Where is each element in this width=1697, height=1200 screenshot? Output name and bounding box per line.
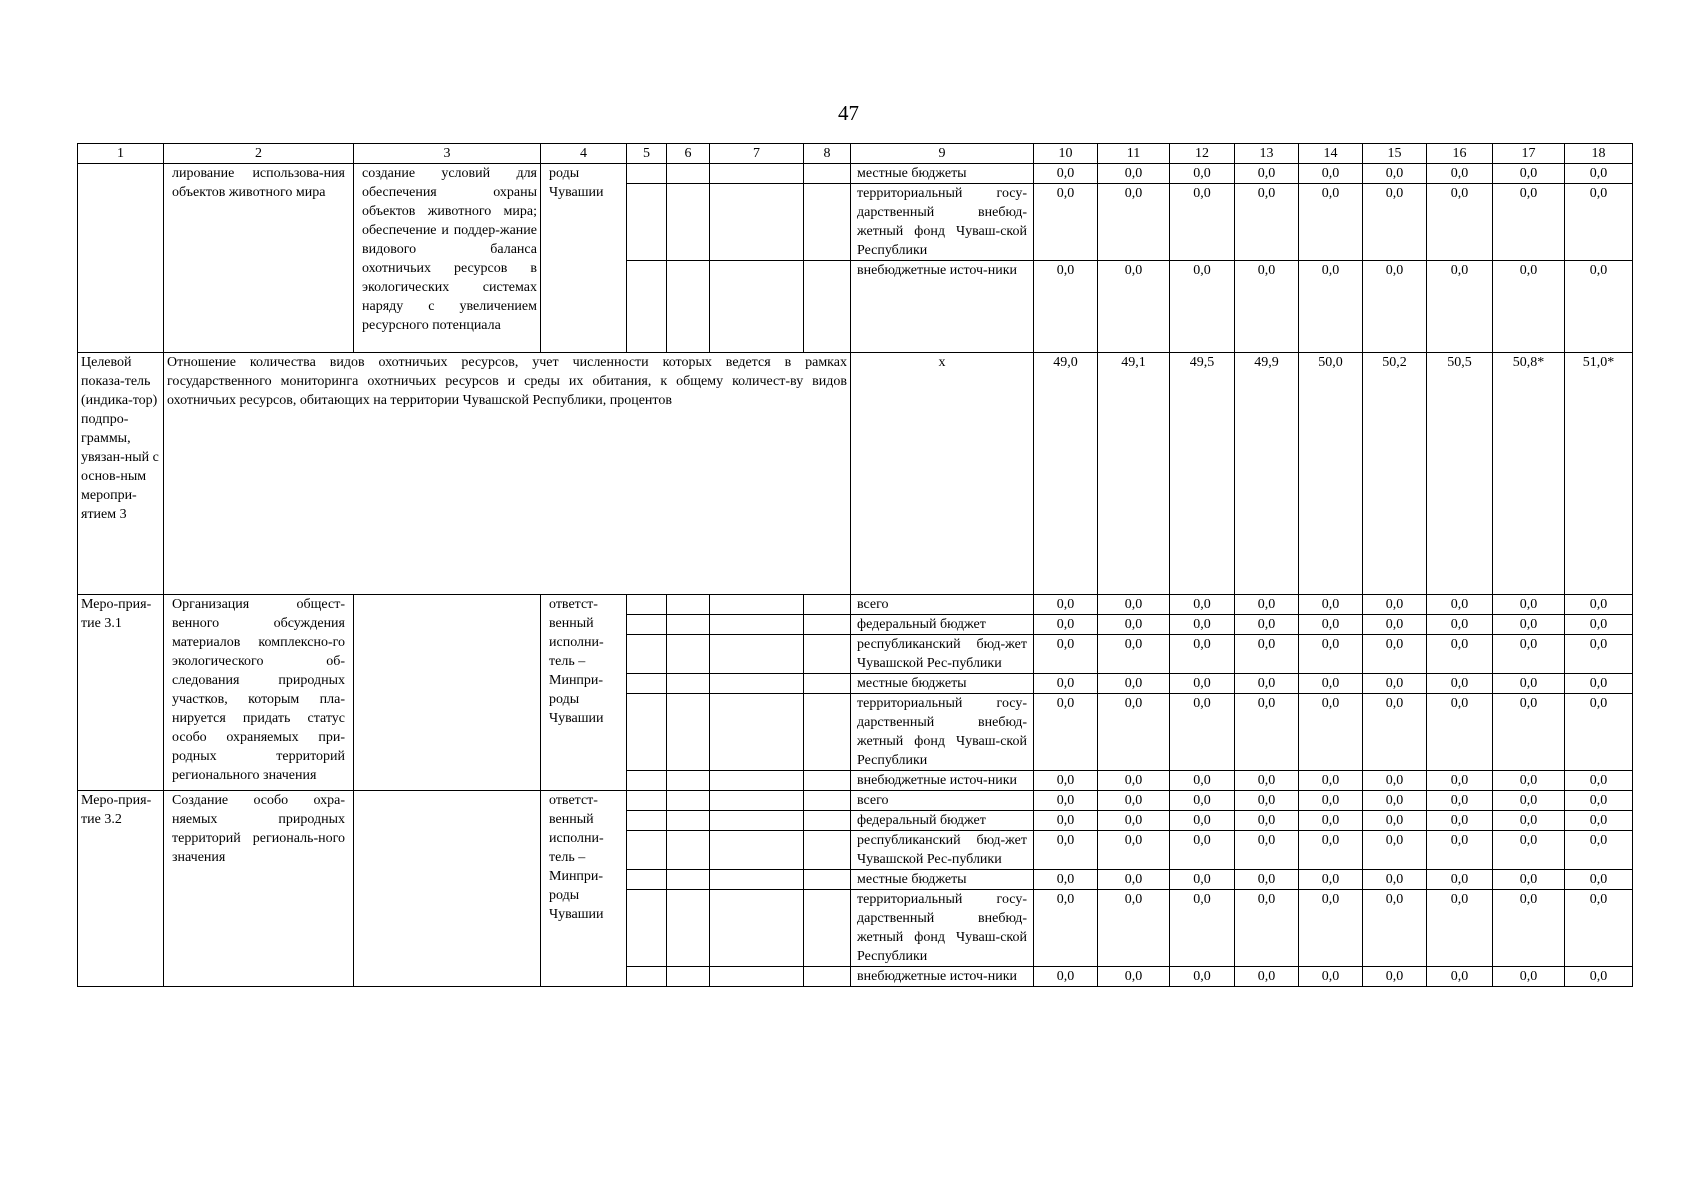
value-cell: 0,0 — [1363, 831, 1427, 870]
value-cell: 0,0 — [1299, 791, 1363, 811]
value-cell: 0,0 — [1427, 771, 1493, 791]
empty-cell — [667, 831, 710, 870]
funding-source: территориальный госу-дарственный внебюд-жетный фонд Чуваш-ской Республики — [851, 890, 1034, 967]
value-cell: 0,0 — [1235, 791, 1299, 811]
column-number: 8 — [804, 144, 851, 164]
column-number: 7 — [710, 144, 804, 164]
measure-label: Меро-прия-тие 3.1 — [78, 595, 164, 791]
value-cell: 0,0 — [1363, 674, 1427, 694]
empty-cell — [710, 164, 804, 184]
program-table — [77, 143, 1633, 987]
value-cell: 0,0 — [1034, 261, 1098, 353]
empty-cell — [804, 674, 851, 694]
column-number: 10 — [1034, 144, 1098, 164]
measure-label: Меро-прия-тие 3.2 — [78, 791, 164, 987]
empty-cell — [667, 811, 710, 831]
empty-cell — [627, 791, 667, 811]
value-cell: 0,0 — [1363, 811, 1427, 831]
value-cell: 0,0 — [1493, 261, 1565, 353]
empty-cell — [667, 967, 710, 987]
value-cell: 0,0 — [1427, 890, 1493, 967]
value-cell: 50,0 — [1299, 353, 1363, 595]
value-cell: 0,0 — [1170, 890, 1235, 967]
value-cell: 0,0 — [1299, 811, 1363, 831]
column-number: 5 — [627, 144, 667, 164]
empty-cell — [710, 890, 804, 967]
target-col9: x — [851, 353, 1034, 595]
value-cell: 0,0 — [1098, 615, 1170, 635]
measure-col3 — [354, 791, 541, 987]
value-cell: 0,0 — [1363, 694, 1427, 771]
value-cell: 0,0 — [1098, 261, 1170, 353]
value-cell: 0,0 — [1363, 595, 1427, 615]
value-cell: 0,0 — [1170, 595, 1235, 615]
column-number: 15 — [1363, 144, 1427, 164]
funding-source: внебюджетные источ-ники — [851, 771, 1034, 791]
value-cell: 0,0 — [1565, 967, 1633, 987]
value-cell: 0,0 — [1299, 635, 1363, 674]
measure-name: Создание особо охра-няемых природных территорий региональ-ного значения — [164, 791, 354, 987]
value-cell: 0,0 — [1098, 890, 1170, 967]
empty-cell — [667, 771, 710, 791]
empty-cell — [627, 967, 667, 987]
value-cell: 0,0 — [1493, 890, 1565, 967]
value-cell: 0,0 — [1034, 184, 1098, 261]
value-cell: 0,0 — [1034, 967, 1098, 987]
column-number: 14 — [1299, 144, 1363, 164]
value-cell: 50,5 — [1427, 353, 1493, 595]
value-cell: 0,0 — [1565, 694, 1633, 771]
measure-responsible: ответст-венный исполни-тель – Минпри-роды Чувашии — [541, 791, 627, 987]
value-cell: 0,0 — [1427, 635, 1493, 674]
value-cell: 0,0 — [1170, 870, 1235, 890]
value-cell: 0,0 — [1098, 674, 1170, 694]
value-cell: 49,0 — [1034, 353, 1098, 595]
funding-source: местные бюджеты — [851, 164, 1034, 184]
value-cell: 0,0 — [1235, 674, 1299, 694]
empty-cell — [667, 890, 710, 967]
table-row — [78, 791, 1633, 811]
value-cell: 0,0 — [1493, 870, 1565, 890]
empty-cell — [627, 261, 667, 353]
value-cell: 0,0 — [1034, 771, 1098, 791]
value-cell: 0,0 — [1098, 771, 1170, 791]
column-number: 18 — [1565, 144, 1633, 164]
value-cell: 0,0 — [1034, 615, 1098, 635]
empty-cell — [710, 635, 804, 674]
value-cell: 0,0 — [1235, 811, 1299, 831]
value-cell: 0,0 — [1098, 595, 1170, 615]
value-cell: 0,0 — [1299, 967, 1363, 987]
funding-source: республиканский бюд-жет Чувашской Рес-публики — [851, 635, 1034, 674]
value-cell: 0,0 — [1427, 164, 1493, 184]
funding-source: федеральный бюджет — [851, 615, 1034, 635]
value-cell: 49,5 — [1170, 353, 1235, 595]
empty-cell — [804, 164, 851, 184]
value-cell: 0,0 — [1170, 635, 1235, 674]
value-cell: 0,0 — [1493, 967, 1565, 987]
value-cell: 0,0 — [1427, 615, 1493, 635]
value-cell: 0,0 — [1170, 811, 1235, 831]
value-cell: 0,0 — [1565, 771, 1633, 791]
empty-cell — [710, 694, 804, 771]
value-cell: 0,0 — [1565, 791, 1633, 811]
value-cell: 0,0 — [1565, 635, 1633, 674]
funding-source: внебюджетные источ-ники — [851, 967, 1034, 987]
column-number: 9 — [851, 144, 1034, 164]
empty-cell — [710, 674, 804, 694]
empty-cell — [710, 615, 804, 635]
value-cell: 0,0 — [1034, 694, 1098, 771]
value-cell: 0,0 — [1363, 870, 1427, 890]
value-cell: 0,0 — [1235, 164, 1299, 184]
value-cell: 0,0 — [1170, 615, 1235, 635]
empty-cell — [627, 674, 667, 694]
value-cell: 0,0 — [1427, 694, 1493, 771]
value-cell: 0,0 — [1235, 595, 1299, 615]
value-cell: 0,0 — [1565, 890, 1633, 967]
value-cell: 0,0 — [1493, 164, 1565, 184]
value-cell: 0,0 — [1493, 184, 1565, 261]
value-cell: 0,0 — [1098, 870, 1170, 890]
value-cell: 0,0 — [1034, 890, 1098, 967]
value-cell: 0,0 — [1363, 184, 1427, 261]
empty-cell — [667, 164, 710, 184]
table-body — [78, 144, 1633, 987]
value-cell: 0,0 — [1565, 164, 1633, 184]
target-text: Отношение количества видов охотничьих ресурсов, учет численности которых ведется в рамках государственного мониторинга охотничьих ресурсов и среды их обитания, к общему количест-ву видов охотничьих ресурсов, обитающих на территории Чувашской Республики, процентов — [164, 353, 851, 595]
value-cell: 0,0 — [1363, 164, 1427, 184]
empty-cell — [710, 261, 804, 353]
cont-col3: создание условий для обеспечения охраны объектов животного мира; обеспечение и поддер-жание видового баланса охотничьих ресурсов в экологических системах наряду с увеличением ресурсного потенциала — [354, 164, 541, 353]
value-cell: 0,0 — [1427, 967, 1493, 987]
value-cell: 0,0 — [1235, 967, 1299, 987]
value-cell: 0,0 — [1565, 674, 1633, 694]
value-cell: 0,0 — [1170, 184, 1235, 261]
funding-source: республиканский бюд-жет Чувашской Рес-публики — [851, 831, 1034, 870]
empty-cell — [804, 831, 851, 870]
value-cell: 0,0 — [1034, 870, 1098, 890]
funding-source: всего — [851, 791, 1034, 811]
empty-cell — [804, 261, 851, 353]
target-indicator-row — [78, 353, 1633, 595]
column-number: 4 — [541, 144, 627, 164]
value-cell: 0,0 — [1565, 615, 1633, 635]
empty-cell — [667, 791, 710, 811]
empty-cell — [710, 791, 804, 811]
value-cell: 0,0 — [1427, 791, 1493, 811]
empty-cell — [804, 595, 851, 615]
column-number: 2 — [164, 144, 354, 164]
funding-source: территориальный госу-дарственный внебюд-жетный фонд Чуваш-ской Республики — [851, 694, 1034, 771]
value-cell: 0,0 — [1034, 811, 1098, 831]
measure-responsible: ответст-венный исполни-тель – Минпри-роды Чувашии — [541, 595, 627, 791]
value-cell: 0,0 — [1098, 831, 1170, 870]
empty-cell — [710, 811, 804, 831]
empty-cell — [804, 635, 851, 674]
value-cell: 0,0 — [1427, 811, 1493, 831]
value-cell: 0,0 — [1493, 615, 1565, 635]
empty-cell — [667, 595, 710, 615]
funding-source: местные бюджеты — [851, 674, 1034, 694]
value-cell: 0,0 — [1235, 635, 1299, 674]
empty-cell — [667, 615, 710, 635]
value-cell: 50,8* — [1493, 353, 1565, 595]
value-cell: 0,0 — [1034, 791, 1098, 811]
value-cell: 0,0 — [1235, 870, 1299, 890]
value-cell: 0,0 — [1299, 771, 1363, 791]
empty-cell — [710, 595, 804, 615]
value-cell: 0,0 — [1363, 615, 1427, 635]
cont-col2: лирование использова-ния объектов животного мира — [164, 164, 354, 353]
value-cell: 0,0 — [1363, 261, 1427, 353]
value-cell: 0,0 — [1565, 811, 1633, 831]
empty-cell — [804, 811, 851, 831]
empty-cell — [667, 870, 710, 890]
value-cell: 51,0* — [1565, 353, 1633, 595]
value-cell: 0,0 — [1170, 694, 1235, 771]
value-cell: 0,0 — [1034, 164, 1098, 184]
empty-cell — [804, 870, 851, 890]
target-label: Целевой показа-тель (индика-тор) подпро-граммы, увязан-ный с основ-ным меропри-ятием 3 — [78, 353, 164, 595]
value-cell: 0,0 — [1493, 791, 1565, 811]
value-cell: 0,0 — [1427, 261, 1493, 353]
value-cell: 49,9 — [1235, 353, 1299, 595]
value-cell: 0,0 — [1034, 831, 1098, 870]
empty-cell — [667, 261, 710, 353]
value-cell: 0,0 — [1098, 164, 1170, 184]
value-cell: 0,0 — [1299, 184, 1363, 261]
header-row — [78, 144, 1633, 164]
empty-cell — [804, 791, 851, 811]
value-cell: 49,1 — [1098, 353, 1170, 595]
value-cell: 0,0 — [1299, 615, 1363, 635]
value-cell: 0,0 — [1427, 595, 1493, 615]
value-cell: 0,0 — [1235, 615, 1299, 635]
empty-cell — [627, 890, 667, 967]
value-cell: 0,0 — [1299, 831, 1363, 870]
value-cell: 0,0 — [1493, 635, 1565, 674]
value-cell: 0,0 — [1363, 791, 1427, 811]
empty-cell — [710, 870, 804, 890]
empty-cell — [804, 967, 851, 987]
value-cell: 0,0 — [1299, 595, 1363, 615]
value-cell: 0,0 — [1170, 791, 1235, 811]
column-number: 13 — [1235, 144, 1299, 164]
value-cell: 0,0 — [1363, 771, 1427, 791]
empty-cell — [627, 694, 667, 771]
empty-cell — [627, 771, 667, 791]
value-cell: 0,0 — [1170, 771, 1235, 791]
value-cell: 0,0 — [1034, 595, 1098, 615]
value-cell: 0,0 — [1427, 831, 1493, 870]
page-number: 47 — [838, 101, 859, 125]
value-cell: 0,0 — [1098, 694, 1170, 771]
table-row — [78, 595, 1633, 615]
empty-cell — [710, 771, 804, 791]
empty-cell — [667, 694, 710, 771]
empty-cell — [710, 967, 804, 987]
value-cell: 0,0 — [1235, 261, 1299, 353]
empty-cell — [627, 615, 667, 635]
value-cell: 0,0 — [1493, 831, 1565, 870]
value-cell: 0,0 — [1170, 967, 1235, 987]
empty-cell — [804, 184, 851, 261]
empty-cell — [804, 771, 851, 791]
funding-source: федеральный бюджет — [851, 811, 1034, 831]
funding-source: территориальный госу-дарственный внебюд-жетный фонд Чуваш-ской Республики — [851, 184, 1034, 261]
value-cell: 0,0 — [1565, 184, 1633, 261]
value-cell: 0,0 — [1565, 261, 1633, 353]
value-cell: 0,0 — [1493, 595, 1565, 615]
funding-source: местные бюджеты — [851, 870, 1034, 890]
empty-cell — [627, 595, 667, 615]
value-cell: 0,0 — [1493, 771, 1565, 791]
value-cell: 0,0 — [1170, 831, 1235, 870]
empty-cell — [627, 184, 667, 261]
value-cell: 0,0 — [1427, 184, 1493, 261]
value-cell: 0,0 — [1299, 674, 1363, 694]
value-cell: 0,0 — [1098, 967, 1170, 987]
empty-cell — [627, 831, 667, 870]
column-number: 1 — [78, 144, 164, 164]
value-cell: 0,0 — [1098, 184, 1170, 261]
empty-cell — [627, 870, 667, 890]
cont-col1 — [78, 164, 164, 353]
value-cell: 0,0 — [1363, 635, 1427, 674]
column-number: 3 — [354, 144, 541, 164]
value-cell: 50,2 — [1363, 353, 1427, 595]
value-cell: 0,0 — [1565, 595, 1633, 615]
column-number: 6 — [667, 144, 710, 164]
empty-cell — [710, 184, 804, 261]
value-cell: 0,0 — [1235, 694, 1299, 771]
measure-col3 — [354, 595, 541, 791]
measure-name: Организация общест-венного обсуждения материалов комплексно-го экологического об-следования природных участков, которым пла-нируется придать статус особо охраняемых при-родных территорий регионального значения — [164, 595, 354, 791]
column-number: 11 — [1098, 144, 1170, 164]
value-cell: 0,0 — [1098, 811, 1170, 831]
empty-cell — [667, 674, 710, 694]
value-cell: 0,0 — [1170, 261, 1235, 353]
value-cell: 0,0 — [1565, 870, 1633, 890]
empty-cell — [627, 635, 667, 674]
value-cell: 0,0 — [1098, 791, 1170, 811]
value-cell: 0,0 — [1098, 635, 1170, 674]
table-row — [78, 164, 1633, 184]
value-cell: 0,0 — [1034, 635, 1098, 674]
empty-cell — [804, 694, 851, 771]
value-cell: 0,0 — [1427, 674, 1493, 694]
empty-cell — [804, 615, 851, 635]
value-cell: 0,0 — [1235, 831, 1299, 870]
empty-cell — [710, 831, 804, 870]
value-cell: 0,0 — [1235, 890, 1299, 967]
value-cell: 0,0 — [1299, 164, 1363, 184]
column-number: 17 — [1493, 144, 1565, 164]
column-number: 16 — [1427, 144, 1493, 164]
value-cell: 0,0 — [1493, 674, 1565, 694]
cont-col4: роды Чувашии — [541, 164, 627, 353]
value-cell: 0,0 — [1299, 261, 1363, 353]
column-number: 12 — [1170, 144, 1235, 164]
value-cell: 0,0 — [1565, 831, 1633, 870]
value-cell: 0,0 — [1493, 694, 1565, 771]
empty-cell — [804, 890, 851, 967]
value-cell: 0,0 — [1170, 674, 1235, 694]
funding-source: внебюджетные источ-ники — [851, 261, 1034, 353]
value-cell: 0,0 — [1299, 890, 1363, 967]
value-cell: 0,0 — [1493, 811, 1565, 831]
value-cell: 0,0 — [1299, 694, 1363, 771]
value-cell: 0,0 — [1170, 164, 1235, 184]
value-cell: 0,0 — [1363, 890, 1427, 967]
empty-cell — [667, 635, 710, 674]
empty-cell — [667, 184, 710, 261]
value-cell: 0,0 — [1299, 870, 1363, 890]
value-cell: 0,0 — [1235, 771, 1299, 791]
funding-source: всего — [851, 595, 1034, 615]
value-cell: 0,0 — [1427, 870, 1493, 890]
empty-cell — [627, 811, 667, 831]
empty-cell — [627, 164, 667, 184]
value-cell: 0,0 — [1363, 967, 1427, 987]
value-cell: 0,0 — [1034, 674, 1098, 694]
value-cell: 0,0 — [1235, 184, 1299, 261]
